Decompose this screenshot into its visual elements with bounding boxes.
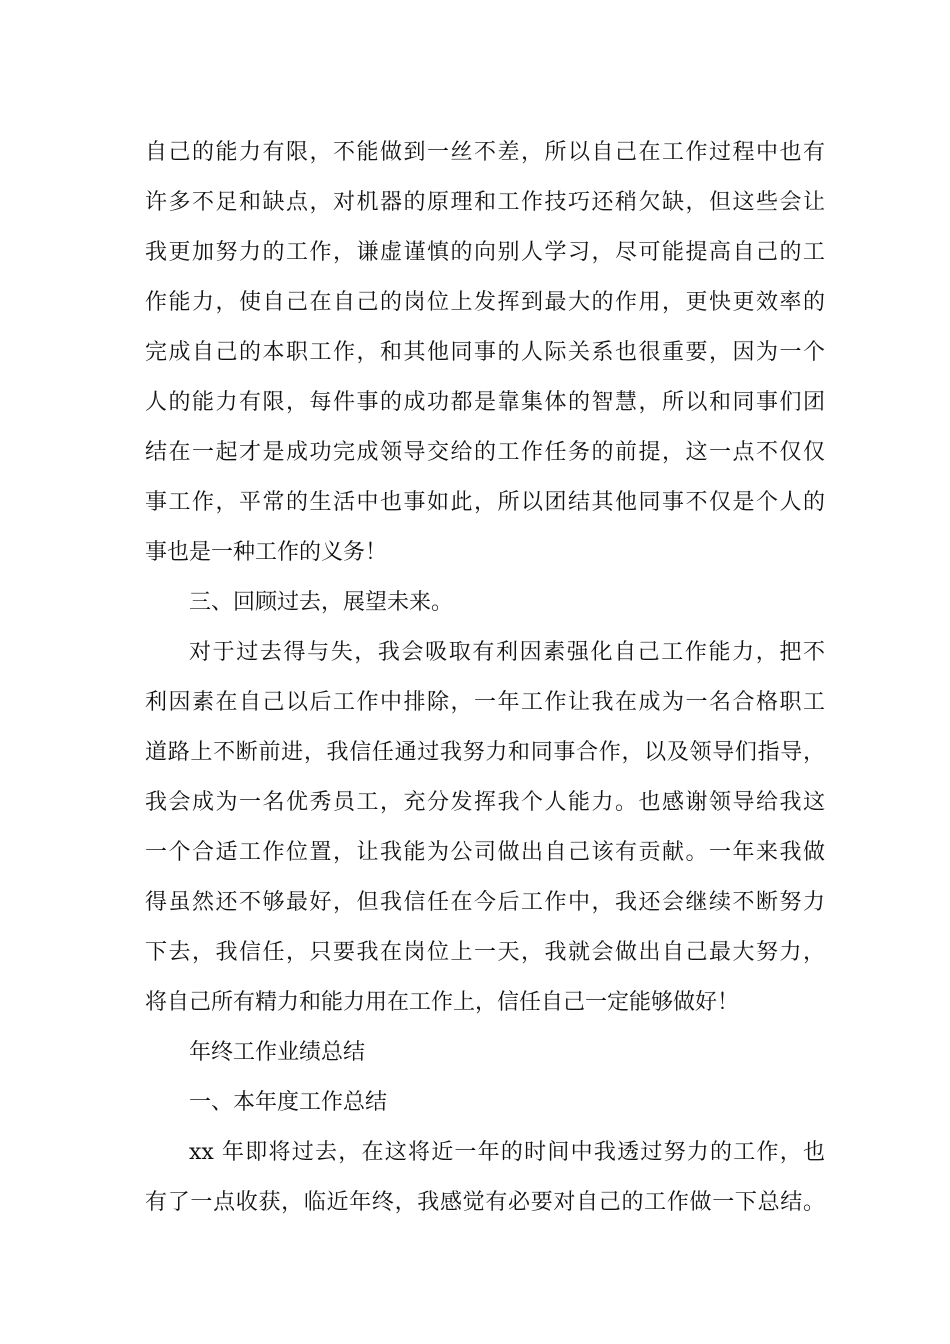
document-body	[145, 128, 825, 1228]
body-line: 得虽然还不够最好，但我信任在今后工作中，我还会继续不断努力	[145, 890, 825, 915]
paragraph-end-line: 事也是一种工作的义务！	[145, 540, 388, 565]
body-line: 有了一点收获，临近年终，我感觉有必要对自己的工作做一下总结。	[145, 1190, 825, 1215]
body-line: 我更加努力的工作，谦虚谨慎的向别人学习，尽可能提高自己的工	[145, 240, 825, 265]
body-line: 一个合适工作位置，让我能为公司做出自己该有贡献。一年来我做	[145, 840, 825, 865]
paragraph-end-line: 将自己所有精力和能力用在工作上，信任自己一定能够做好！	[145, 990, 740, 1015]
body-line: 自己的能力有限，不能做到一丝不差，所以自己在工作过程中也有	[145, 140, 825, 165]
body-line: 结在一起才是成功完成领导交给的工作任务的前提，这一点不仅仅	[145, 440, 825, 465]
body-line: 事工作，平常的生活中也事如此，所以团结其他同事不仅是个人的	[145, 490, 825, 515]
section-heading: 三、回顾过去，展望未来。	[189, 590, 454, 615]
paragraph-first-line: 对于过去得与失，我会吸取有利因素强化自己工作能力，把不	[189, 640, 825, 665]
body-line: 作能力，使自己在自己的岗位上发挥到最大的作用，更快更效率的	[145, 290, 825, 315]
body-line: 人的能力有限，每件事的成功都是靠集体的智慧，所以和同事们团	[145, 390, 825, 415]
section-heading: 一、本年度工作总结	[189, 1090, 388, 1115]
body-line: 许多不足和缺点，对机器的原理和工作技巧还稍欠缺，但这些会让	[145, 190, 825, 215]
body-line: 我会成为一名优秀员工，充分发挥我个人能力。也感谢领导给我这	[145, 790, 825, 815]
body-line: 完成自己的本职工作，和其他同事的人际关系也很重要，因为一个	[145, 340, 825, 365]
body-line: 利因素在自己以后工作中排除，一年工作让我在成为一名合格职工	[145, 690, 825, 715]
paragraph-first-line: xx 年即将过去，在这将近一年的时间中我透过努力的工作，也	[189, 1140, 825, 1165]
body-line: 道路上不断前进，我信任通过我努力和同事合作，以及领导们指导，	[145, 740, 825, 765]
document-title: 年终工作业绩总结	[189, 1040, 366, 1065]
body-line: 下去，我信任，只要我在岗位上一天，我就会做出自己最大努力，	[145, 940, 825, 965]
